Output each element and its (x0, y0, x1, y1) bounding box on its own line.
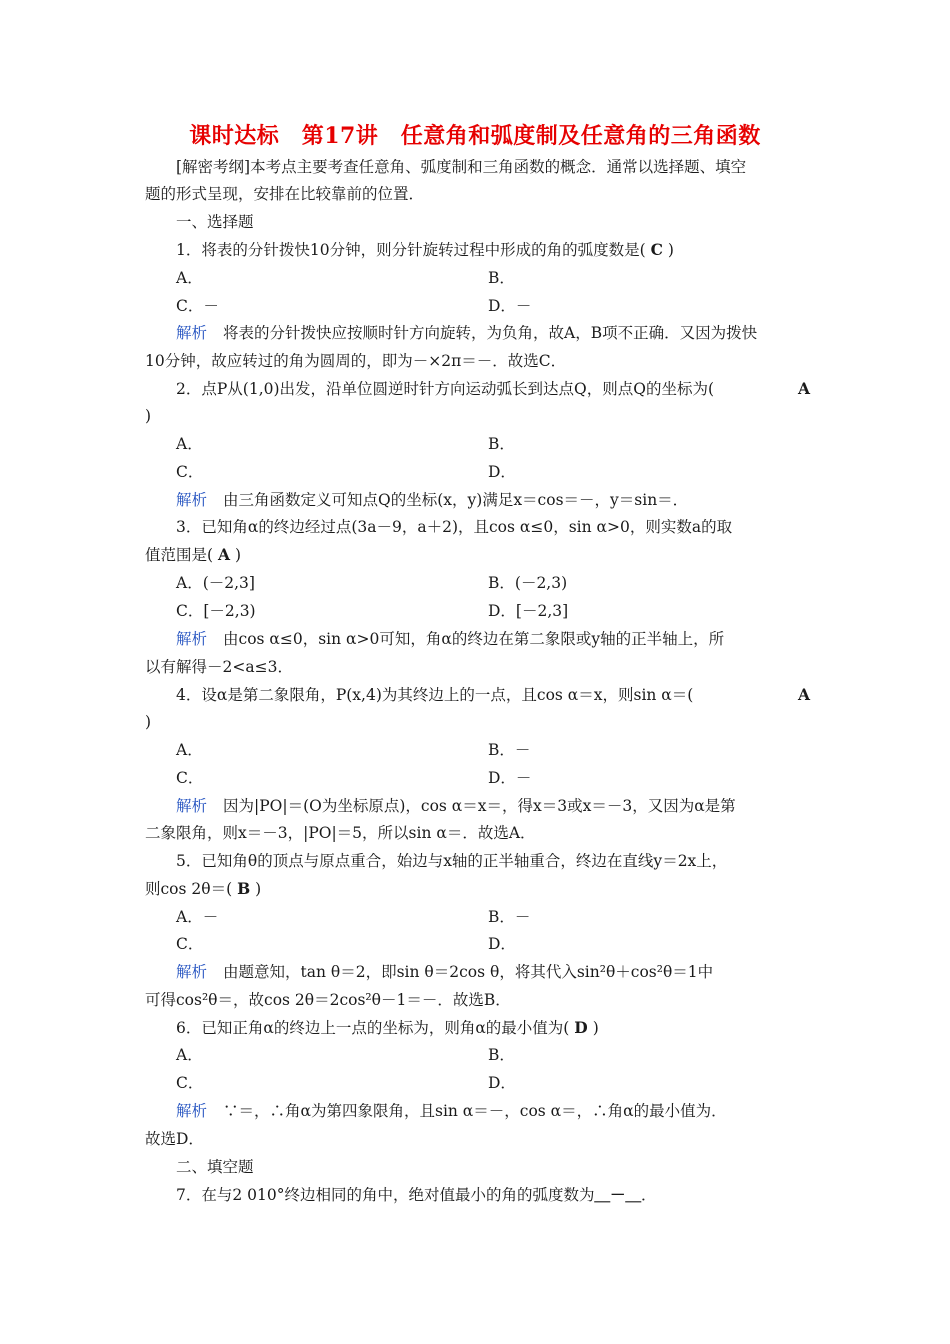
question-3-option-d: D．[－2,3] (488, 602, 569, 620)
question-1-option-d: D．－ (488, 297, 532, 315)
question-2-option-c: C． (176, 463, 204, 481)
question-1-option-b: B． (488, 269, 515, 287)
question-4-close: ) (145, 713, 152, 731)
question-3-option-a: A．(－2,3] (176, 574, 255, 592)
explanation-label: 解析 (176, 1102, 208, 1120)
question-6-explanation-line-1: ∵＝，∴角α为第四象限角，且sin α＝－，cos α＝，∴角α的最小值为． (223, 1102, 727, 1120)
question-1-option-c: C．－ (176, 297, 219, 315)
question-4-option-b: B．－ (488, 741, 531, 759)
question-6-stem (176, 1018, 599, 1038)
question-3-explanation (176, 629, 724, 649)
question-3-answer: A (218, 545, 231, 564)
intro-line-2: 题的形式呈现，安排在比较靠前的位置． (145, 185, 425, 203)
question-6-option-a: A． (176, 1046, 203, 1064)
question-5-option-a: A．－ (176, 908, 219, 926)
question-2-option-d: D． (488, 463, 516, 481)
question-5-option-d: D． (488, 935, 516, 953)
question-6-explanation-line-2: 故选D． (145, 1130, 204, 1148)
page-title: 课时达标 第17讲 任意角和弧度制及任意角的三角函数 (189, 123, 761, 149)
question-1-explanation-line-1: 将表的分针拨快应按顺时针方向旋转，为负角，故A，B项不正确．又因为拨快 (223, 324, 758, 342)
question-6-answer: D (574, 1018, 588, 1037)
explanation-label: 解析 (176, 491, 208, 509)
question-4-answer: A (798, 685, 811, 704)
question-2-answer: A (798, 379, 811, 398)
question-5-stem-line-1: 5．已知角θ的顶点与原点重合，始边与x轴的正半轴重合，终边在直线y＝2x上， (176, 852, 728, 870)
question-4-option-c: C． (176, 769, 204, 787)
question-1-explanation-line-2: 10分钟，故应转过的角为圆周的，即为－×2π＝－．故选C． (145, 352, 567, 370)
question-6-option-c: C． (176, 1074, 204, 1092)
question-2-stem (176, 379, 811, 399)
question-5-explanation-line-2: 可得cos²θ＝，故cos 2θ＝2cos²θ－1＝－．故选B． (145, 991, 511, 1009)
question-7-stem (176, 1185, 657, 1205)
question-3-option-c: C．[－2,3) (176, 602, 256, 620)
question-7-end: ． (641, 1186, 657, 1204)
question-1-text: 1．将表的分针拨快10分钟，则分针旋转过程中形成的角的弧度数是( (176, 241, 646, 259)
question-6-text: 6．已知正角α的终边上一点的坐标为，则角α的最小值为( (176, 1019, 570, 1037)
question-5-stem-line-2 (145, 879, 261, 899)
question-3-option-b: B．(－2,3) (488, 574, 568, 592)
question-5-option-c: C． (176, 935, 204, 953)
question-4-explanation-line-1: 因为|PO|＝(O为坐标原点)，cos α＝x＝，得x＝3或x＝－3，又因为α是第 (223, 797, 736, 815)
question-5-close: ) (255, 880, 262, 898)
question-1-close: ) (667, 241, 674, 259)
question-1-explanation (176, 323, 757, 343)
question-3-stem-line-2 (145, 545, 241, 565)
question-4-option-d: D．－ (488, 769, 532, 787)
question-2-explanation-line-1: 由三角函数定义可知点Q的坐标(x，y)满足x＝cos＝－，y＝sin＝． (223, 491, 689, 509)
question-3-close: ) (234, 546, 242, 564)
question-1-stem (176, 240, 674, 260)
question-7-text: 7．在与2 010°终边相同的角中，绝对值最小的角的弧度数为 (176, 1186, 595, 1204)
question-5-text: 则cos 2θ＝( (145, 880, 233, 898)
question-4-text: 4．设α是第二象限角，P(x,4)为其终边上的一点，且cos α＝x，则sin α＝( (176, 686, 694, 704)
question-5-explanation-line-1: 由题意知，tan θ＝2，即sin θ＝2cos θ，将其代入sin²θ＋cos²θ＝1中 (223, 963, 714, 981)
question-1-option-a: A． (176, 269, 203, 287)
question-6-explanation (176, 1101, 727, 1121)
question-2-text: 2．点P从(1,0)出发，沿单位圆逆时针方向运动弧长到达点Q，则点Q的坐标为( (176, 380, 714, 398)
question-4-explanation (176, 796, 736, 816)
section-heading-choice: 一、选择题 (176, 213, 254, 231)
question-2-option-b: B． (488, 435, 515, 453)
question-2-explanation (176, 490, 688, 510)
question-6-option-d: D． (488, 1074, 516, 1092)
intro-line-1: [解密考纲]本考点主要考查任意角、弧度制和三角函数的概念．通常以选择题、填空 (176, 158, 747, 176)
question-5-option-b: B．－ (488, 908, 531, 926)
question-4-stem (176, 685, 811, 705)
question-3-stem-line-1: 3．已知角α的终边经过点(3a－9，a＋2)，且cos α≤0，sin α>0，则实数a的取 (176, 518, 733, 536)
explanation-label: 解析 (176, 630, 208, 648)
question-5-explanation (176, 962, 713, 982)
section-heading-fill: 二、填空题 (176, 1158, 254, 1176)
question-3-explanation-line-1: 由cos α≤0，sin α>0可知，角α的终边在第二象限或y轴的正半轴上，所 (223, 630, 725, 648)
question-3-explanation-line-2: 以有解得－2<a≤3． (145, 658, 293, 676)
question-5-answer: B (237, 879, 251, 898)
question-6-option-b: B． (488, 1046, 515, 1064)
question-2-close: ) (145, 407, 152, 425)
question-1-answer: C (650, 240, 663, 259)
question-4-option-a: A． (176, 741, 203, 759)
question-4-explanation-line-2: 二象限角，则x＝－3，|PO|＝5，所以sin α＝．故选A． (145, 824, 536, 842)
question-2-option-a: A． (176, 435, 203, 453)
explanation-label: 解析 (176, 797, 208, 815)
question-6-close: ) (592, 1019, 599, 1037)
explanation-label: 解析 (176, 324, 208, 342)
question-3-text: 值范围是( (145, 546, 214, 564)
question-7-answer-blank: ＿－＿ (594, 1185, 642, 1204)
explanation-label: 解析 (176, 963, 208, 981)
